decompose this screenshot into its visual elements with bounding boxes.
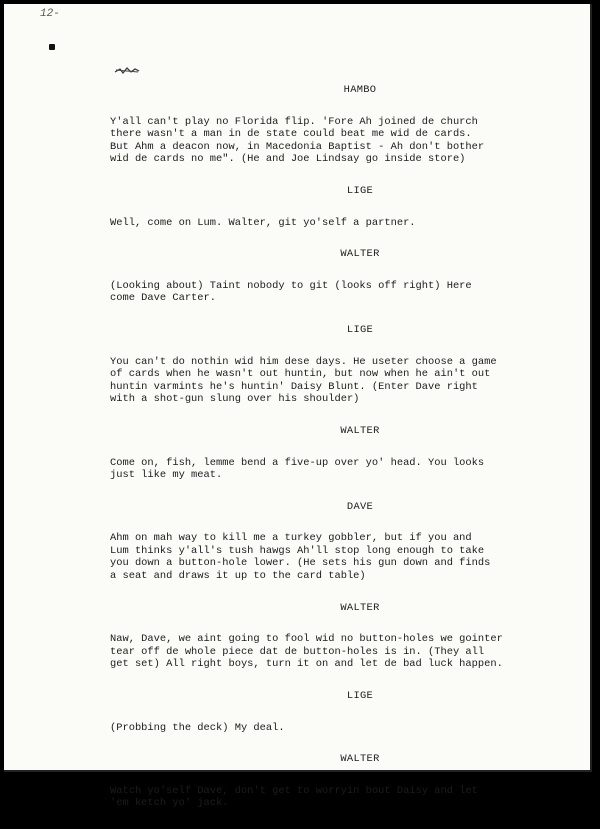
dialogue-line: (Probbing the deck) My deal. xyxy=(110,721,285,734)
dialogue-line: Y'all can't play no Florida flip. 'Fore Ah joined de church there wasn't a man in de state could beat me wid de cards. But Ahm a deacon now, in Macedonia Baptist - Ah don't bother wid de cards no me". (He and Joe Lindsay go inside store) xyxy=(110,115,485,166)
speaker-name: HAMBO xyxy=(343,84,377,96)
speaker-name: WALTER xyxy=(340,248,380,261)
crossed-out-mark xyxy=(114,66,140,76)
dialogue-line: Naw, Dave, we aint going to fool wid no button-holes we gointer tear off de whole piece dat de button-holes is in. (They all get set) All right boys, turn it on and let de bad luck happen. xyxy=(110,633,503,671)
speaker-name: LIGE xyxy=(346,690,374,703)
script-body xyxy=(110,84,570,829)
speaker-name: WALTER xyxy=(340,753,380,766)
speaker-name: WALTER xyxy=(340,601,380,614)
dialogue-line: Watch yo'self Dave, don't get to worryin bout Daisy and let 'em ketch yo' jack. xyxy=(110,784,478,810)
page-number-mark: 12- xyxy=(40,8,60,20)
speaker-name: DAVE xyxy=(346,500,374,513)
speaker-name: LIGE xyxy=(346,184,374,197)
dialogue-line: (Looking about) Taint nobody to git (looks off right) Here come Dave Carter. xyxy=(110,279,472,305)
speaker-name: WALTER xyxy=(340,424,380,437)
dialogue-line: Well, come on Lum. Walter, git yo'self a partner. xyxy=(110,216,416,229)
dialogue-line: Come on, fish, lemme bend a five-up over yo' head. You looks just like my meat. xyxy=(110,456,485,482)
dialogue-line: You can't do nothin wid him dese days. He useter choose a game of cards when he wasn't out huntin, but now when he ain't out huntin varmints he's huntin' Daisy Blunt. (Enter Dave right with a shot-gun slung over his shoulder) xyxy=(110,355,497,406)
speaker-name: LIGE xyxy=(346,323,374,336)
ink-mark xyxy=(49,44,55,50)
typescript-page xyxy=(4,4,592,810)
dialogue-line: Ahm on mah way to kill me a turkey gobbler, but if you and Lum thinks y'all's tush hawgs Ah'll stop long enough to take you down a button-hole lower. (He sets his gun down and finds a seat and draws it up to the card table) xyxy=(110,532,491,583)
